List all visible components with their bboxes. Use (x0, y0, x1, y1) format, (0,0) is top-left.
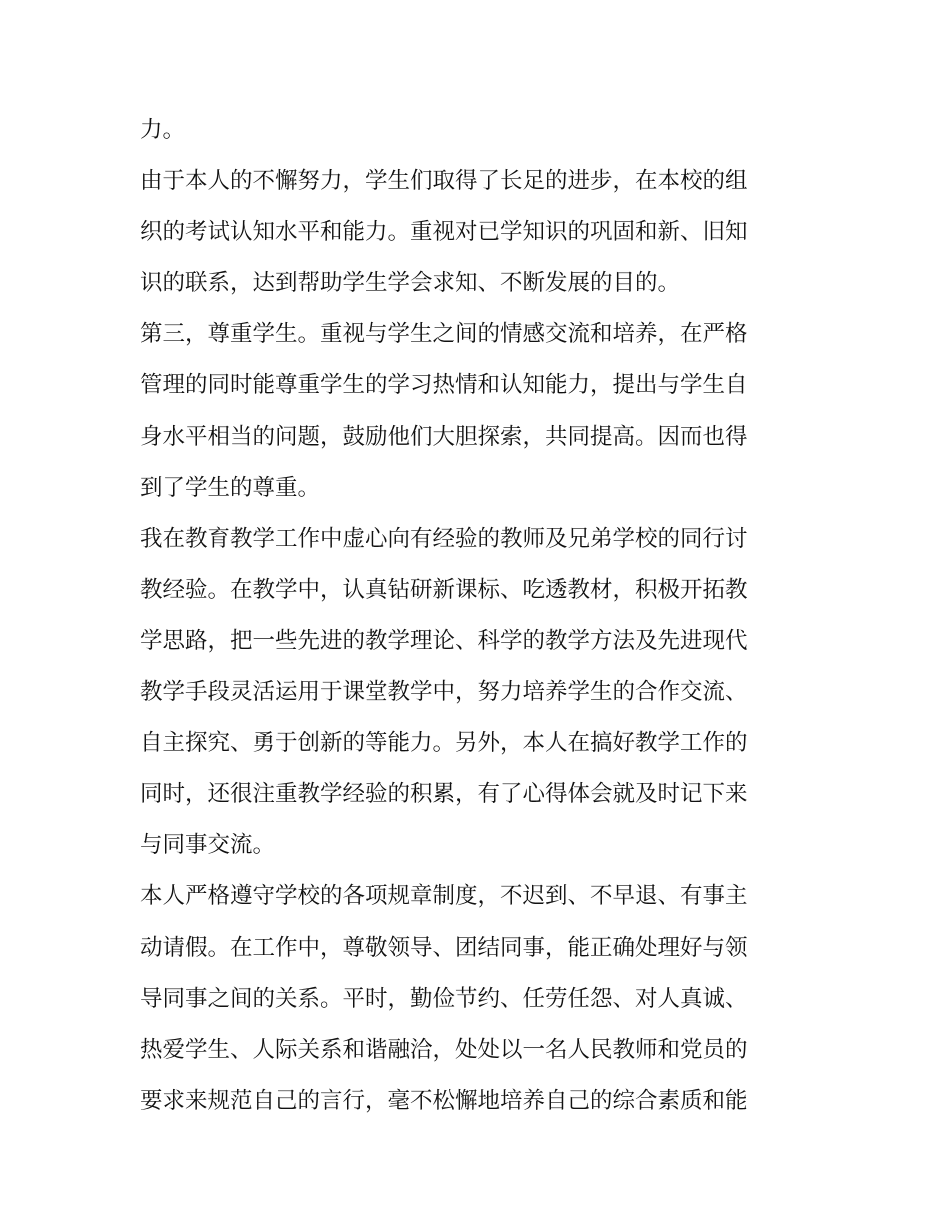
body-text (140, 105, 820, 1127)
text-line: 教学手段灵活运用于课堂教学中，努力培养学生的合作交流、 (140, 679, 748, 706)
text-line: 第三，尊重学生。重视与学生之间的情感交流和培养，在严格 (140, 321, 748, 348)
text-line: 织的考试认知水平和能力。重视对已学知识的巩固和新、旧知 (140, 219, 748, 246)
text-line: 要求来规范自己的言行，毫不松懈地培养自己的综合素质和能 (140, 1087, 748, 1114)
text-line: 教经验。在教学中，认真钻研新课标、吃透教材，积极开拓教 (140, 576, 748, 603)
text-line: 由于本人的不懈努力，学生们取得了长足的进步，在本校的组 (140, 168, 748, 195)
text-line: 力。 (140, 117, 186, 143)
text-line: 到了学生的尊重。 (140, 474, 321, 501)
text-line: 识的联系，达到帮助学生学会求知、不断发展的目的。 (140, 270, 681, 297)
text-line: 导同事之间的关系。平时，勤俭节约、任劳任怨、对人真诚、 (140, 985, 748, 1012)
text-line: 与同事交流。 (140, 832, 276, 859)
text-line: 自主探究、勇于创新的等能力。另外，本人在搞好教学工作的 (140, 730, 748, 757)
text-line: 同时，还很注重教学经验的积累，有了心得体会就及时记下来 (140, 781, 748, 808)
text-line: 动请假。在工作中，尊敬领导、团结同事，能正确处理好与领 (140, 934, 748, 961)
text-line: 本人严格遵守学校的各项规章制度，不迟到、不早退、有事主 (140, 883, 748, 910)
text-line: 学思路，把一些先进的教学理论、科学的教学方法及先进现代 (140, 627, 748, 654)
text-line: 身水平相当的问题，鼓励他们大胆探索，共同提高。因而也得 (140, 423, 748, 450)
text-line: 热爱学生、人际关系和谐融洽，处处以一名人民教师和党员的 (140, 1036, 748, 1063)
text-line: 我在教育教学工作中虚心向有经验的教师及兄弟学校的同行讨 (140, 525, 748, 552)
text-line: 管理的同时能尊重学生的学习热情和认知能力，提出与学生自 (140, 372, 748, 399)
